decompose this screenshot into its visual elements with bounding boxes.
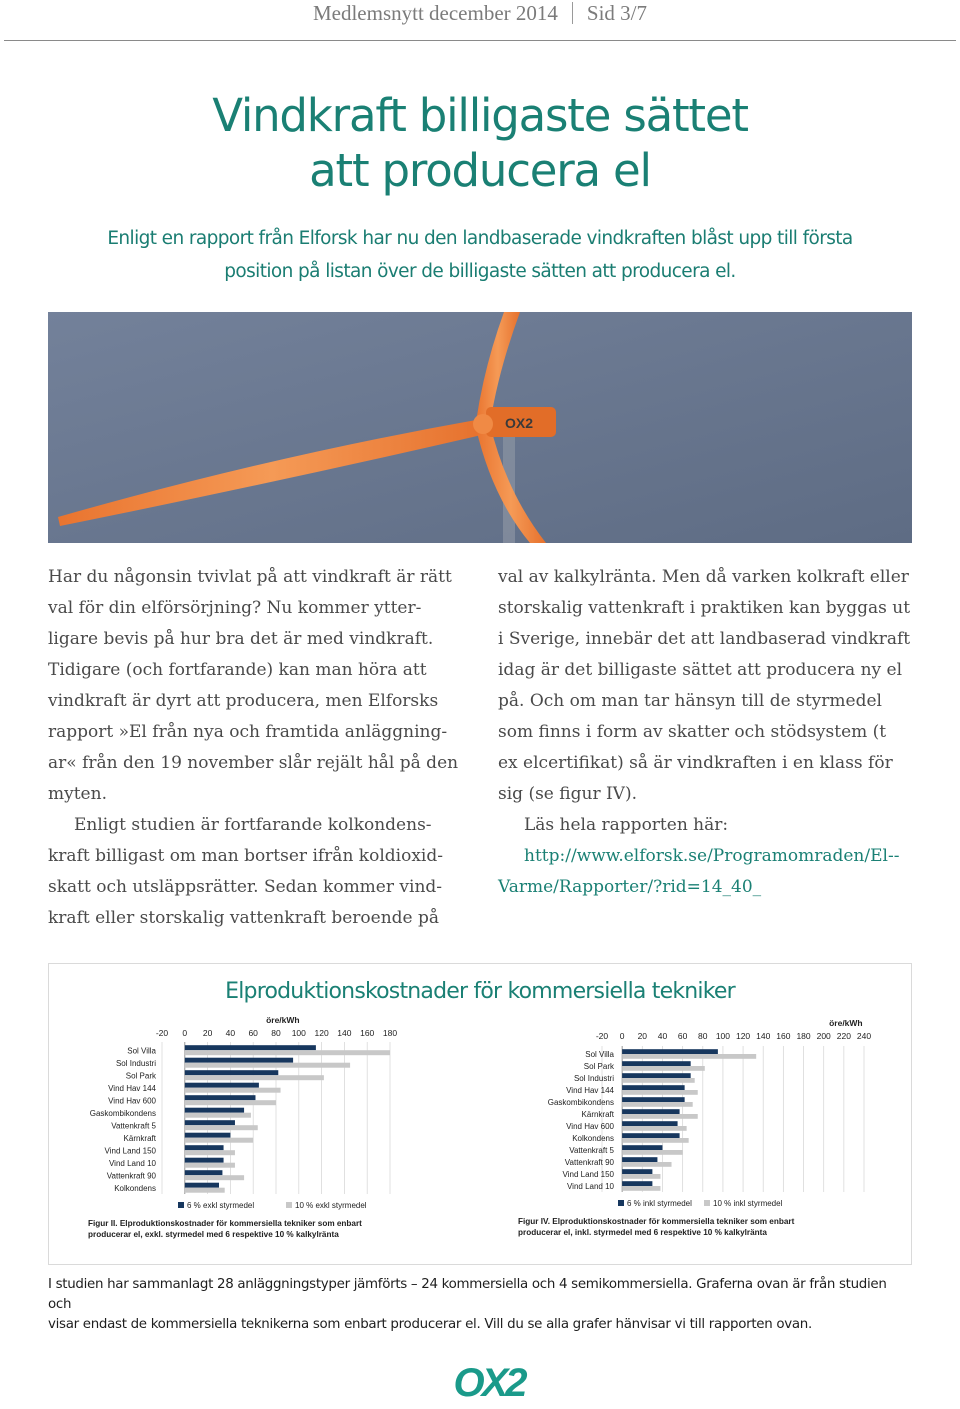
- category-label: Vind Hav 600: [566, 1122, 614, 1131]
- body-column-right: [498, 562, 912, 903]
- caption-line-2: visar endast de kommersiella teknikerna som enbart producerar el. Vill du se alla grafer hänvisar vi till rapporten ovan.: [48, 1317, 812, 1332]
- bar-series-1: [622, 1157, 657, 1162]
- x-tick-label: 80: [698, 1031, 708, 1041]
- bar-series-1: [622, 1109, 679, 1114]
- figure-title: Elproduktionskostnader för kommersiella tekniker: [225, 979, 735, 1004]
- bar-series-2: [622, 1162, 671, 1167]
- bar-series-2: [622, 1090, 698, 1095]
- legend-label: 6 % inkl styrmedel: [627, 1199, 692, 1208]
- x-tick-label: 60: [248, 1028, 258, 1038]
- bar-series-1: [622, 1073, 691, 1078]
- nacelle-logo: OX2: [504, 415, 534, 431]
- article-lead: [90, 222, 870, 288]
- bar-series-1: [185, 1133, 231, 1138]
- title-line-1: Vindkraft billigaste sättet: [212, 89, 748, 142]
- bar-series-1: [622, 1133, 679, 1138]
- bar-series-1: [185, 1170, 223, 1175]
- x-axis-label: öre/kWh: [829, 1018, 863, 1028]
- category-label: Kärnkraft: [123, 1133, 156, 1143]
- x-tick-label: 60: [677, 1031, 688, 1041]
- x-tick-label: 220: [836, 1031, 851, 1041]
- header-divider: [572, 2, 573, 24]
- x-tick-label: 100: [715, 1031, 731, 1041]
- bar-series-2: [185, 1063, 350, 1068]
- bar-series-1: [622, 1097, 684, 1102]
- x-tick-label: 140: [756, 1031, 771, 1041]
- category-label: Sol Park: [125, 1071, 156, 1081]
- bar-series-1: [185, 1120, 235, 1125]
- category-label: Vind Land 150: [104, 1146, 156, 1156]
- x-tick-label: -20: [595, 1031, 609, 1041]
- wind-turbine-photo: [48, 312, 912, 543]
- bar-series-1: [622, 1181, 652, 1186]
- x-tick-label: 0: [182, 1028, 188, 1038]
- bar-series-1: [622, 1145, 662, 1150]
- bar-series-1: [185, 1108, 244, 1113]
- x-axis-label: öre/kWh: [266, 1015, 300, 1025]
- bar-series-2: [622, 1114, 698, 1119]
- body-line: i Sverige, innebär det att landbaserad vindkraft: [498, 629, 911, 649]
- bar-series-1: [185, 1045, 316, 1050]
- figure-caption: [48, 1275, 912, 1335]
- x-tick-label: 140: [337, 1028, 352, 1038]
- bar-series-2: [185, 1175, 244, 1180]
- category-label: Sol Park: [583, 1062, 614, 1071]
- bar-series-2: [622, 1150, 682, 1155]
- x-tick-label: 160: [360, 1028, 375, 1038]
- category-label: Vind Land 150: [562, 1170, 614, 1179]
- bar-series-1: [185, 1145, 224, 1150]
- x-tick-label: 240: [856, 1031, 872, 1041]
- bar-series-1: [185, 1095, 256, 1100]
- category-label: Kolkondens: [572, 1134, 614, 1143]
- figure-caption-line: Figur II. Elproduktionskostnader för kommersiella tekniker som enbart: [88, 1219, 362, 1228]
- caption-line-1: I studien har sammanlagt 28 anläggningstyper jämförts – 24 kommersiella och 4 semikommersiella. Graferna ovan är från studien och: [48, 1277, 887, 1312]
- category-label: Vind Hav 600: [108, 1096, 156, 1106]
- bar-series-2: [185, 1050, 390, 1055]
- body-line: Har du någonsin tvivlat på att vindkraft är rätt: [48, 567, 452, 587]
- legend-label: 10 % exkl styrmedel: [295, 1201, 367, 1210]
- category-label: Vattenkraft 90: [564, 1158, 614, 1167]
- header-rule: [4, 40, 956, 41]
- category-label: Sol Industri: [573, 1074, 614, 1083]
- x-tick-label: 200: [816, 1031, 831, 1041]
- lead-line-1: Enligt en rapport från Elforsk har nu den landbaserade vindkraften blåst upp till första: [107, 228, 853, 249]
- body-line: kraft eller storskalig vattenkraft beroende på: [48, 908, 440, 928]
- x-tick-label: 180: [796, 1031, 811, 1041]
- bar-series-1: [185, 1070, 278, 1075]
- x-tick-label: 20: [637, 1031, 648, 1041]
- x-tick-label: 160: [776, 1031, 791, 1041]
- legend-label: 6 % exkl styrmedel: [187, 1201, 255, 1210]
- body-line: ar« från den 19 november slår rejält hål på den: [48, 753, 459, 773]
- x-tick-label: 120: [314, 1028, 329, 1038]
- bar-series-2: [185, 1138, 253, 1143]
- body-line: myten.: [48, 784, 107, 804]
- bar-series-1: [622, 1061, 691, 1066]
- bar-series-1: [622, 1169, 652, 1174]
- x-tick-label: -20: [155, 1028, 169, 1038]
- bar-series-2: [622, 1138, 689, 1143]
- x-tick-label: 180: [382, 1028, 398, 1038]
- category-label: Vattenkraft 5: [111, 1121, 156, 1131]
- ox2-logo-text: OX2: [453, 1361, 525, 1404]
- category-label: Vind Hav 144: [108, 1083, 156, 1093]
- bar-series-2: [185, 1125, 258, 1130]
- page-header: [0, 0, 960, 42]
- ox2-logo: [430, 1358, 548, 1404]
- body-line: kraft billigast om man bortser ifrån koldioxid-: [48, 846, 443, 866]
- bar-series-2: [185, 1088, 281, 1093]
- newsletter-issue: Medlemsnytt december 2014: [312, 1, 558, 25]
- body-line: skatt och utsläppsrätter. Sedan kommer vind-: [48, 877, 443, 897]
- bar-series-2: [622, 1054, 756, 1059]
- category-label: Vattenkraft 90: [106, 1171, 156, 1181]
- bar-series-2: [185, 1188, 225, 1193]
- legend-swatch: [618, 1200, 624, 1206]
- body-line: Enligt studien är fortfarande kolkondens-: [74, 815, 432, 835]
- body-line: Läs hela rapporten här:: [524, 815, 729, 835]
- bar-series-2: [622, 1186, 660, 1191]
- legend-label: 10 % inkl styrmedel: [713, 1199, 783, 1208]
- category-label: Sol Villa: [585, 1050, 614, 1059]
- body-line: ex elcertifikat) så är vindkraften i en klass för: [498, 753, 893, 773]
- body-line: val för din elförsörjning? Nu kommer ytter-: [48, 598, 422, 618]
- bar-series-2: [185, 1100, 276, 1105]
- legend-swatch: [704, 1200, 710, 1206]
- category-label: Sol Villa: [127, 1046, 156, 1056]
- x-tick-label: 20: [202, 1028, 213, 1038]
- category-label: Sol Industri: [115, 1058, 156, 1068]
- body-line: ligare bevis på hur bra det är med vindkraft.: [48, 629, 434, 649]
- bar-series-2: [622, 1066, 705, 1071]
- report-link[interactable]: http://www.elforsk.se/Programomraden/El--: [524, 846, 900, 866]
- chart-figure-iv: [490, 1015, 900, 1251]
- body-line: på. Och om man tar hänsyn till de styrmedel: [498, 691, 882, 711]
- bar-series-2: [622, 1078, 695, 1083]
- bar-series-2: [622, 1174, 660, 1179]
- figure-caption-line: Figur IV. Elproduktionskostnader för kommersiella tekniker som enbart: [518, 1217, 795, 1226]
- title-line-2: att producera el: [309, 144, 651, 197]
- x-tick-label: 40: [657, 1031, 668, 1041]
- x-tick-label: 100: [291, 1028, 306, 1038]
- body-line: val av kalkylränta. Men då varken kolkraft eller: [498, 567, 909, 587]
- article-title: [0, 88, 960, 198]
- bar-series-2: [622, 1126, 686, 1131]
- category-label: Kärnkraft: [581, 1110, 614, 1119]
- x-tick-label: 80: [271, 1028, 281, 1038]
- legend-swatch: [178, 1202, 184, 1208]
- bar-series-2: [185, 1113, 251, 1118]
- category-label: Vind Hav 144: [566, 1086, 614, 1095]
- figure-caption-line: producerar el, exkl. styrmedel med 6 respektive 10 % kalkylränta: [88, 1230, 339, 1239]
- x-tick-label: 120: [735, 1031, 751, 1041]
- lead-line-2: position på listan över de billigaste sätten att producera el.: [224, 261, 736, 282]
- bar-series-1: [185, 1183, 219, 1188]
- bar-series-2: [185, 1075, 324, 1080]
- page-number: Sid 3/7: [586, 1, 648, 25]
- bar-series-1: [185, 1158, 224, 1163]
- category-label: Kolkondens: [114, 1183, 156, 1193]
- bar-series-2: [185, 1150, 235, 1155]
- bar-series-1: [185, 1058, 293, 1063]
- legend-swatch: [286, 1202, 292, 1208]
- body-line: storskalig vattenkraft i praktiken kan byggas ut: [498, 598, 911, 618]
- bar-series-1: [622, 1049, 718, 1054]
- bar-series-2: [622, 1102, 693, 1107]
- body-column-left: [48, 562, 468, 934]
- body-line: som finns i form av skatter och stödsystem (t: [498, 722, 887, 742]
- x-tick-label: 0: [619, 1031, 625, 1041]
- body-line: vindkraft är dyrt att producera, men Elforsks: [48, 691, 439, 711]
- category-label: Vattenkraft 5: [569, 1146, 614, 1155]
- category-label: Gaskombikondens: [547, 1098, 614, 1107]
- category-label: Vind Land 10: [566, 1182, 614, 1191]
- body-line: Tidigare (och fortfarande) kan man höra att: [48, 660, 427, 680]
- category-label: Gaskombikondens: [89, 1108, 156, 1118]
- x-tick-label: 40: [225, 1028, 236, 1038]
- report-link-continued[interactable]: Varme/Rapporter/?rid=14_40_: [498, 877, 762, 897]
- bar-series-1: [622, 1121, 677, 1126]
- category-label: Vind Land 10: [108, 1158, 156, 1168]
- bar-series-2: [185, 1163, 235, 1168]
- body-line: sig (se figur IV).: [498, 784, 637, 804]
- bar-series-1: [622, 1085, 684, 1090]
- body-line: rapport »El från nya och framtida anläggning-: [48, 722, 448, 742]
- bar-series-1: [185, 1083, 259, 1088]
- body-line: idag är det billigaste sättet att producera ny el: [498, 660, 903, 680]
- header-text: [0, 0, 960, 26]
- figure-caption-line: producerar el, inkl. styrmedel med 6 respektive 10 % kalkylränta: [518, 1228, 767, 1237]
- chart-figure-ii: [60, 1012, 460, 1248]
